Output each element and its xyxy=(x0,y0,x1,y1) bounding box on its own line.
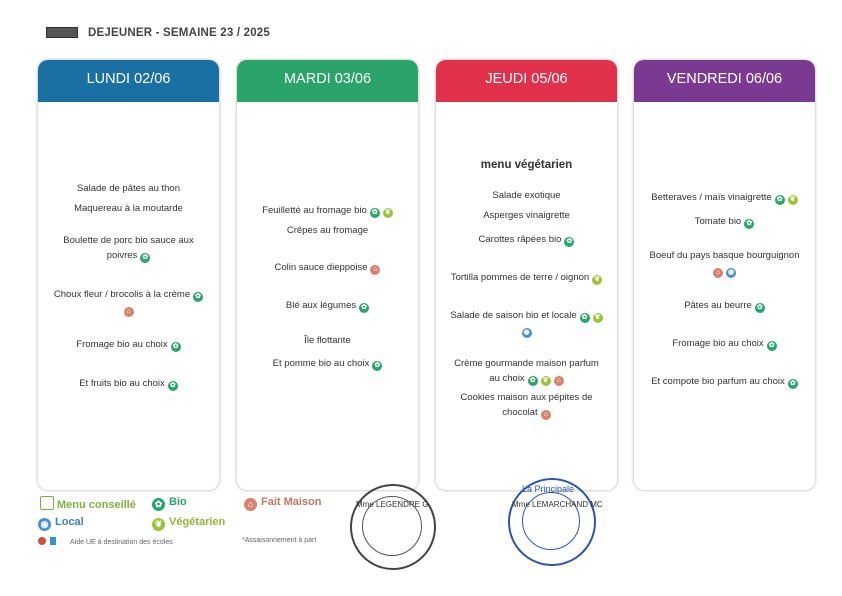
bio-icon: ✿ xyxy=(788,379,798,389)
menu-item: Crêpes au fromage xyxy=(286,225,369,236)
fait-maison-icon: ⌂ xyxy=(713,268,723,278)
menu-item: Crème gourmande maison parfum au choix ✿ ❦ ⌂ xyxy=(454,358,599,384)
bio-icon: ✿ xyxy=(564,237,574,247)
vegetarien-icon: ❦ xyxy=(788,195,798,205)
fait-maison-icon: ⌂ xyxy=(541,410,551,420)
local-icon: ◉ xyxy=(523,329,530,336)
day-card-mardi xyxy=(237,60,418,490)
menu-item: Cookies maison aux pépites de chocolat ⌂ xyxy=(460,392,593,418)
milk-icon xyxy=(50,537,56,545)
bio-icon: ✿ xyxy=(580,313,590,323)
menu-item: Île flottante xyxy=(304,335,351,346)
legend-vegetarien: ❦ Végétarien xyxy=(152,516,225,531)
local-icon: ◉ xyxy=(38,518,51,531)
menu-item: Et compote bio parfum au choix ✿ xyxy=(640,374,809,389)
fait-maison-icon: ⌂ xyxy=(244,498,257,511)
bio-icon: ✿ xyxy=(775,195,785,205)
menu-item: Pâtes au beurre ✿ xyxy=(640,298,809,313)
menu-item: Fromage bio au choix ✿ xyxy=(44,337,213,352)
bio-icon: ✿ xyxy=(171,342,181,352)
menu-item: Asperges vinaigrette xyxy=(483,210,570,221)
fait-maison-icon: ⌂ xyxy=(124,307,134,317)
local-icon: ◉ xyxy=(727,269,735,276)
bio-icon: ✿ xyxy=(152,498,165,511)
bio-icon: ✿ xyxy=(370,208,380,218)
apple-icon xyxy=(38,537,46,545)
vegetarian-menu-title: menu végétarien xyxy=(480,159,573,171)
menu-item: Colin sauce dieppoise ⌂ xyxy=(243,260,412,275)
menu-item: Salade exotique xyxy=(492,190,561,201)
signature-left: Mme LEGENDRE G. xyxy=(356,500,431,509)
day-header: JEUDI 05/06 xyxy=(436,60,617,102)
vegetarien-icon: ❦ xyxy=(593,313,603,323)
menu-item: Salade de saison bio et locale ✿ ❦ ◉ xyxy=(442,308,611,338)
day-card-jeudi xyxy=(436,60,617,490)
thumbs-up-icon xyxy=(40,496,54,510)
bio-icon: ✿ xyxy=(193,292,203,302)
signature-right: Mme LEMARCHAND MC xyxy=(512,500,603,509)
menu-item: Salade de pâtes au thon xyxy=(76,183,180,194)
menu-item: Tortilla pommes de terre / oignon ❦ xyxy=(442,270,611,285)
menu-item: Tomate bio ✿ xyxy=(640,214,809,229)
menu-item: Betteraves / maïs vinaigrette ✿ ❦ xyxy=(640,190,809,205)
legend-assaisonnement: *Assaisonnement à part xyxy=(242,537,317,544)
bio-icon: ✿ xyxy=(744,219,754,229)
legend-menu-conseille: Menu conseillé xyxy=(40,496,136,511)
bio-icon: ✿ xyxy=(767,341,777,351)
menu-item: Feuilletté au fromage bio ✿ ❦ xyxy=(243,203,412,218)
menu-item: Blé aux légumes ✿ xyxy=(243,298,412,313)
school-logo xyxy=(46,27,78,38)
bio-icon: ✿ xyxy=(140,253,150,263)
day-header: MARDI 03/06 xyxy=(237,60,418,102)
stamp-principale: La Principale xyxy=(522,484,575,494)
legend-local: ◉ Local xyxy=(38,516,84,531)
day-header: VENDREDI 06/06 xyxy=(634,60,815,102)
menu-item: Carottes râpées bio ✿ xyxy=(442,232,611,247)
bio-icon: ✿ xyxy=(755,303,765,313)
day-card-vendredi xyxy=(634,60,815,490)
menu-item: Maquereau à la moutarde xyxy=(74,203,183,214)
bio-icon: ✿ xyxy=(168,381,178,391)
legend-aide-ue: Aide UE à destination des écoles xyxy=(38,537,173,546)
vegetarien-icon: ❦ xyxy=(541,376,551,386)
day-header: LUNDI 02/06 xyxy=(38,60,219,102)
legend-fait-maison: ⌂ Fait Maison xyxy=(244,496,322,511)
fait-maison-icon: ⌂ xyxy=(370,265,380,275)
bio-icon: ✿ xyxy=(528,376,538,386)
page-title: DEJEUNER - SEMAINE 23 / 2025 xyxy=(88,27,270,39)
vegetarien-icon: ❦ xyxy=(592,275,602,285)
menu-item: Boulette de porc bio sauce aux poivres ✿ xyxy=(63,235,194,261)
menu-item: Fromage bio au choix ✿ xyxy=(640,336,809,351)
menu-item: Choux fleur / brocolis à la crème ✿ ⌂ xyxy=(44,287,213,317)
bio-icon: ✿ xyxy=(372,361,382,371)
vegetarien-icon: ❦ xyxy=(383,208,393,218)
menu-item: Et fruits bio au choix ✿ xyxy=(44,376,213,391)
menu-item: Boeuf du pays basque bourguignon ⌂ ◉ xyxy=(649,250,800,276)
bio-icon: ✿ xyxy=(359,303,369,313)
legend-bio: ✿ Bio xyxy=(152,496,187,511)
vegetarien-icon: ❦ xyxy=(152,518,165,531)
day-card-lundi xyxy=(38,60,219,490)
menu-item: Et pomme bio au choix ✿ xyxy=(243,356,412,371)
fait-maison-icon: ⌂ xyxy=(554,376,564,386)
